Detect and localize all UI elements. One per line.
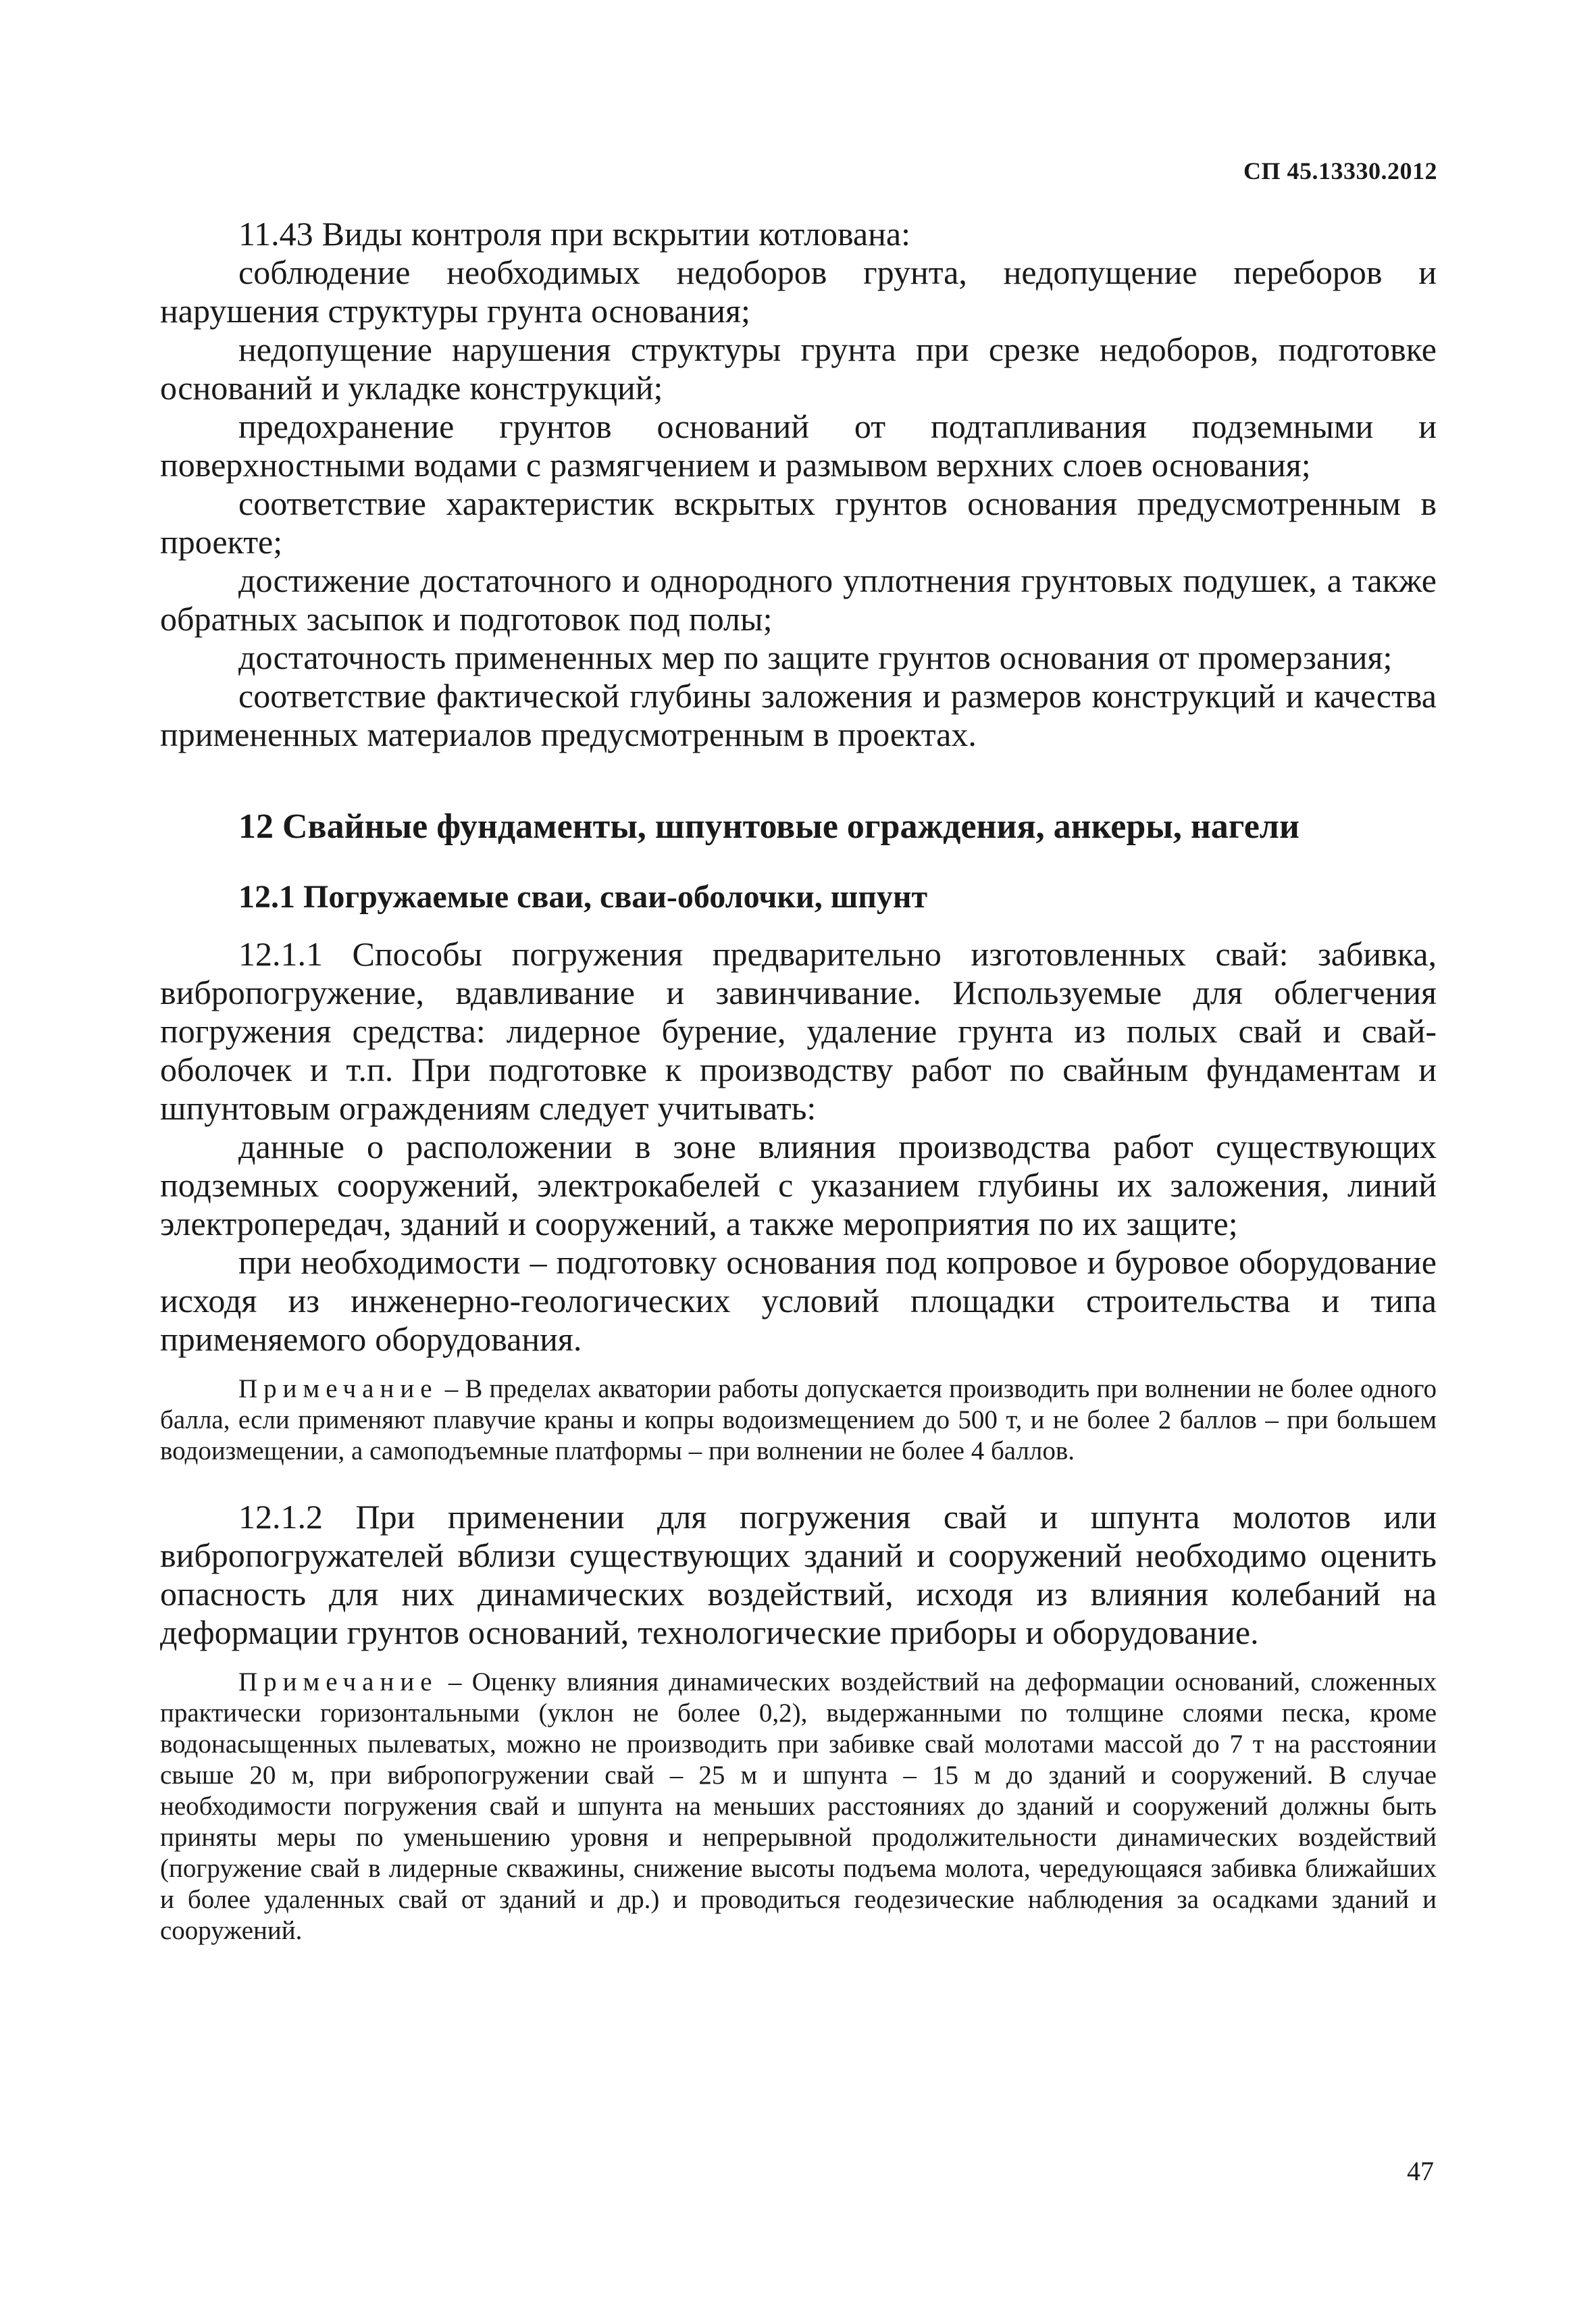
clause-11-43-item: предохранение грунтов оснований от подтапливания подземными и поверхностными водами с размягчением и размывом верхних слоев основания;: [160, 407, 1437, 484]
note-2: [160, 1667, 1437, 1946]
note-label: Примечание: [238, 1667, 438, 1696]
note-1: [160, 1374, 1437, 1467]
document-code: СП 45.13330.2012: [1243, 157, 1437, 184]
clause-11-43-item: соответствие характеристик вскрытых грунтов основания предусмотренным в проекте;: [160, 484, 1437, 561]
note-text: – В пределах акватории работы допускается производить при волнении не более одного балла, если применяют плавучие краны и копры водоизмещением до 500 т, и не более 2 баллов – при большем водоизмещении, а самоподъемные платформы – при волнении не более 4 баллов.: [160, 1374, 1437, 1465]
page-number: 47: [1407, 2156, 1434, 2186]
clause-11-43-item: достаточность примененных мер по защите грунтов основания от промерзания;: [238, 638, 1393, 676]
page-content: [160, 215, 1437, 1946]
note-text: – Оценку влияния динамических воздействий на деформации оснований, сложенных практически горизонтальными (уклон не более 0,2), выдержанными по толщине слоями песка, кроме водонасыщенных пылеватых, можно не производить при забивке свай молотами массой до 7 т на расстоянии свыше 20 м, при вибропогружении свай – 25 м и шпунта – 15 м до зданий и сооружений. В случае необходимости погружения свай и шпунта на меньших расстояниях до зданий и сооружений должны быть приняты меры по уменьшению уровня и непрерывной продолжительности динамических воздействий (погружение свай в лидерные скважины, снижение высоты подъема молота, чередующаяся забивка ближайших и более удаленных свай от зданий и др.) и проводиться геодезические наблюдения за осадками зданий и сооружений.: [160, 1667, 1437, 1945]
clause-12-1-1: 12.1.1 Способы погружения предварительно изготовленных свай: забивка, вибропогружение, вдавливание и завинчивание. Используемые для облегчения погружения средства: лидерное бурение, удаление грунта из полых свай и свай-оболочек и т.п. При подготовке к производству работ по свайным фундаментам и шпунтовым ограждениям следует учитывать:: [160, 935, 1437, 1127]
clause-11-43-item: достижение достаточного и однородного уплотнения грунтовых подушек, а также обратных засыпок и подготовок под полы;: [160, 561, 1437, 638]
clause-12-1-1-item: данные о расположении в зоне влияния производства работ существующих подземных сооружений, электрокабелей с указанием глубины их заложения, линий электропередач, зданий и сооружений, а также мероприятия по их защите;: [160, 1128, 1437, 1242]
clause-11-43-item: недопущение нарушения структуры грунта при срезке недоборов, подготовке оснований и укладке конструкций;: [160, 330, 1437, 407]
clause-11-43-item: соблюдение необходимых недоборов грунта, недопущение переборов и нарушения структуры грунта основания;: [160, 253, 1437, 330]
clause-12-1-1-item: при необходимости – подготовку основания под копровое и буровое оборудование исходя из инженерно-геологических условий площадки строительства и типа применяемого оборудования.: [160, 1243, 1437, 1358]
subsection-12-1-heading: 12.1 Погружаемые сваи, сваи-оболочки, шпунт: [238, 879, 928, 915]
section-12-heading: 12 Свайные фундаменты, шпунтовые ограждения, анкеры, нагели: [238, 807, 1299, 846]
clause-11-43-title: 11.43 Виды контроля при вскрытии котлована:: [238, 215, 910, 253]
note-label: Примечание: [238, 1374, 438, 1403]
clause-12-1-2: 12.1.2 При применении для погружения свай и шпунта молотов или вибропогружателей вблизи существующих зданий и сооружений необходимо оценить опасность для них динамических воздействий, исходя из влияния колебаний на деформации грунтов оснований, технологические приборы и оборудование.: [160, 1498, 1437, 1651]
clause-11-43-item: соответствие фактической глубины заложения и размеров конструкций и качества примененных материалов предусмотренным в проектах.: [160, 677, 1437, 753]
